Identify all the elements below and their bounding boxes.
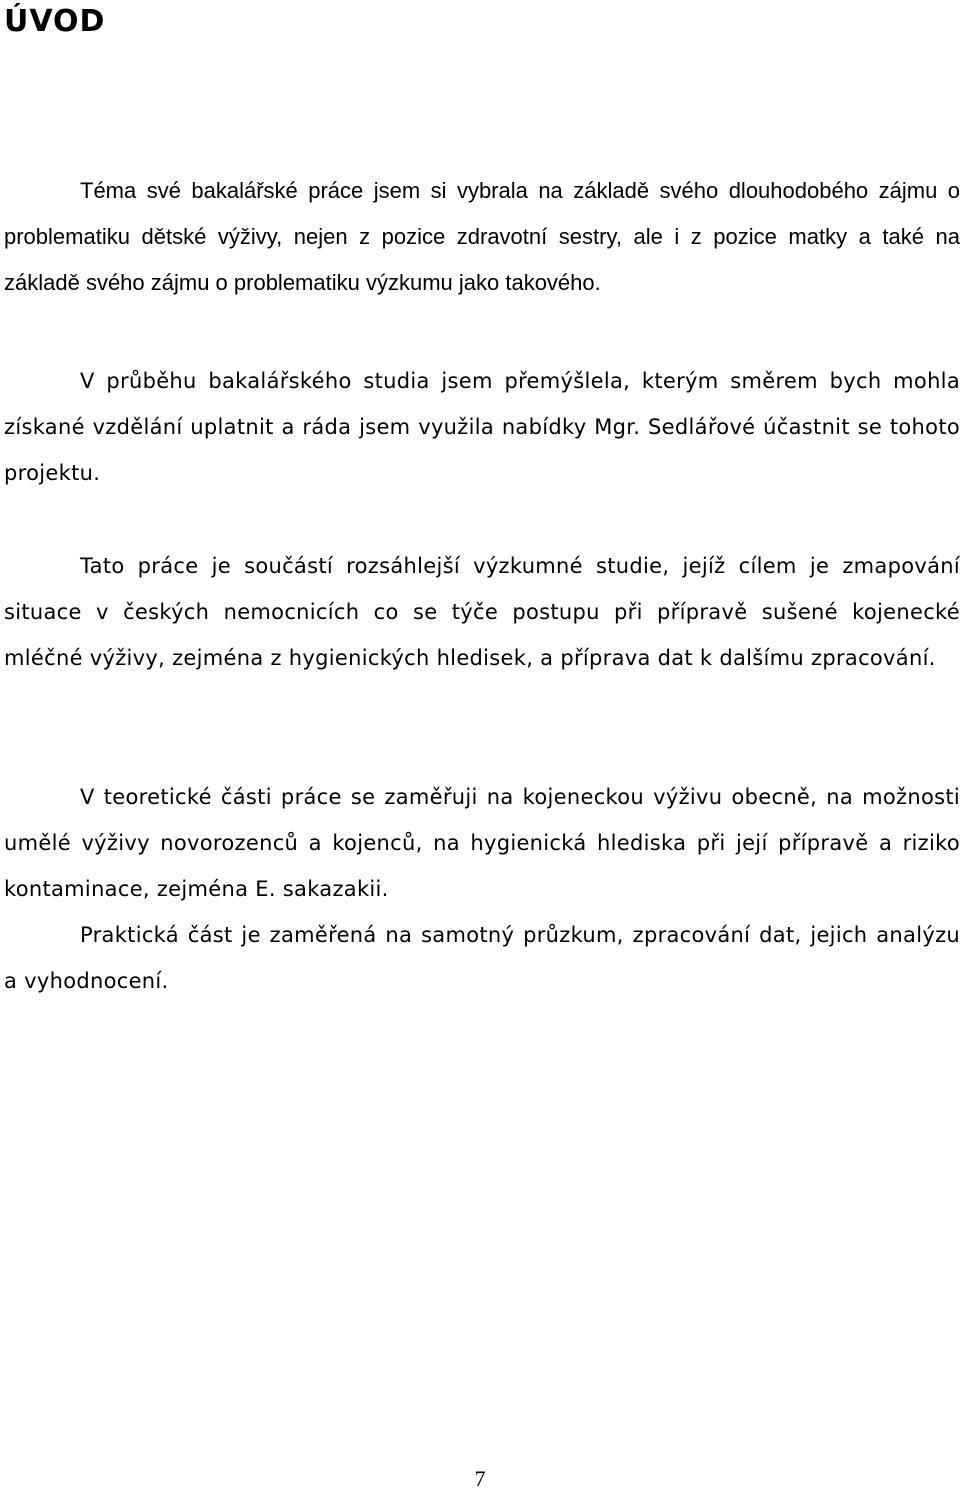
paragraph-topic-choice: Téma své bakalářské práce jsem si vybrala na základě svého dlouhodobého zájmu o problematiku dětské výživy, nejen z pozice zdravotní sestry, ale i z pozice matky a také na základě svého zájmu o problematiku výzkumu jako takového.	[4, 178, 960, 295]
paragraph-practical-part: Praktická část je zaměřená na samotný průzkum, zpracování dat, jejich analýzu a vyhodnocení.	[4, 923, 960, 993]
paragraph-study-context: Tato práce je součástí rozsáhlejší výzkumné studie, jejíž cílem je zmapování situace v českých nemocnicích co se týče postupu při přípravě sušené kojenecké mléčné výživy, zejména z hygienických hledisek, a příprava dat k dalšímu zpracování.	[4, 554, 960, 670]
page-heading: ÚVOD	[4, 4, 106, 39]
paragraph-study-motivation: V průběhu bakalářského studia jsem přemýšlela, kterým směrem bych mohla získané vzdělání uplatnit a ráda jsem využila nabídky Mgr. Sedlářové účastnit se tohoto projektu.	[4, 369, 960, 485]
page-number: 7	[474, 1466, 486, 1491]
paragraph-theoretical-part: V teoretické části práce se zaměřuji na kojeneckou výživu obecně, na možnosti umělé výživy novorozenců a kojenců, na hygienická hlediska při její přípravě a riziko kontaminace, zejména E. sakazakii.	[4, 785, 960, 901]
